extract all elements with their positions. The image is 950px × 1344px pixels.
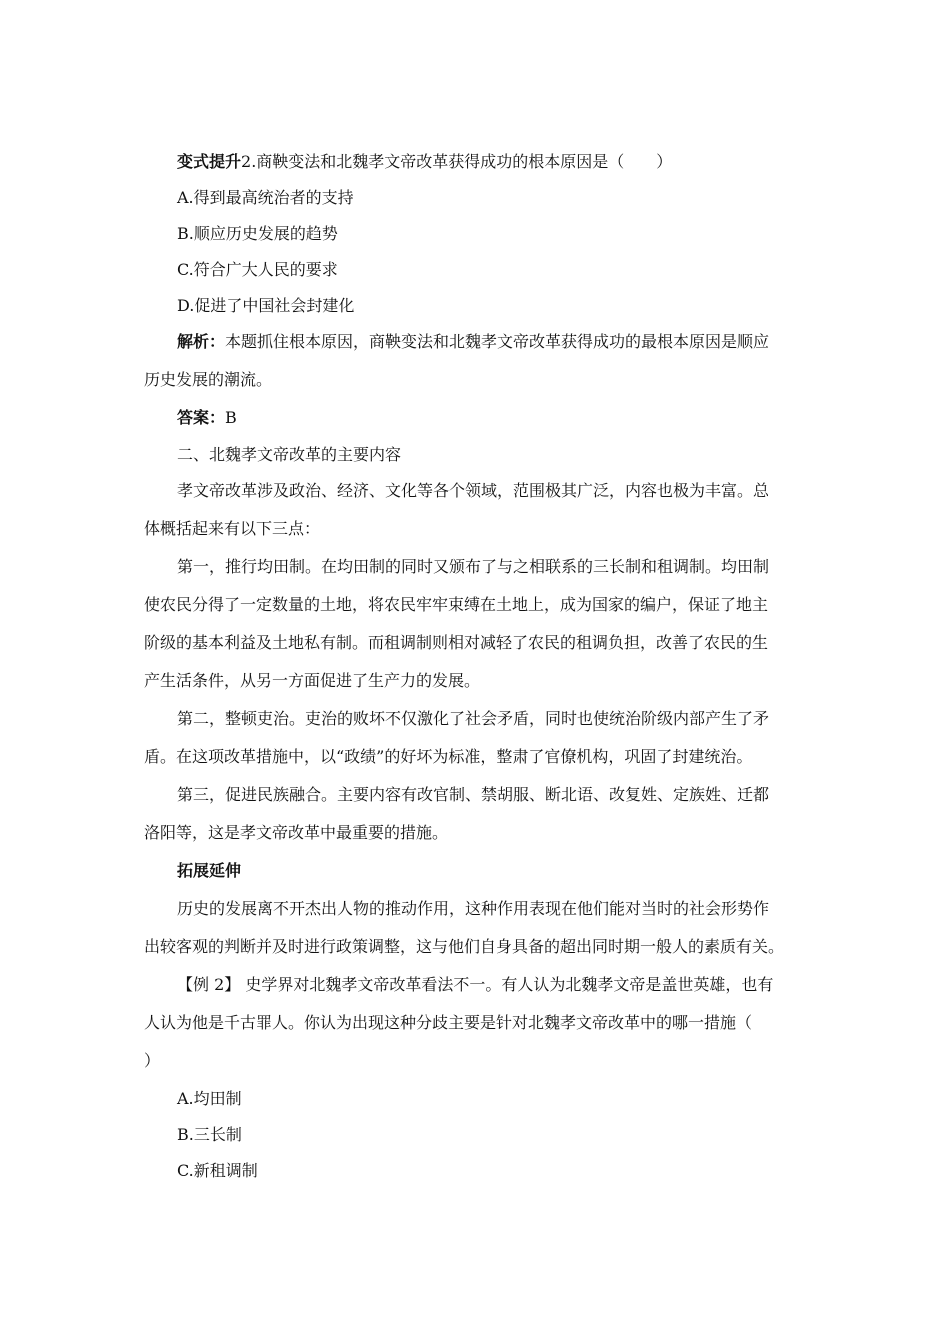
point-1-line-2: 使农民分得了一定数量的土地，将农民牢牢束缚在土地上，成为国家的编户，保证了地主 (144, 595, 769, 614)
example-2-line-2: 人认为他是千古罪人。你认为出现这种分歧主要是针对北魏孝文帝改革中的哪一措施（ (144, 1013, 753, 1032)
point-3-line-2: 洛阳等，这是孝文帝改革中最重要的措施。 (144, 823, 449, 842)
option-b: B.顺应历史发展的趋势 (177, 224, 338, 243)
example-2-option-c: C.新租调制 (177, 1161, 258, 1180)
analysis-line-2: 历史发展的潮流。 (144, 370, 273, 389)
analysis-label: 解析： (177, 332, 226, 351)
point-3-line-1: 第三，促进民族融合。主要内容有改官制、禁胡服、断北语、改复姓、定族姓、迁都 (177, 785, 770, 804)
intro-line-1: 孝文帝改革涉及政治、经济、文化等各个领域，范围极其广泛，内容也极为丰富。总 (177, 481, 770, 500)
option-d: D.促进了中国社会封建化 (177, 296, 355, 315)
answer-label: 答案： (177, 408, 226, 427)
answer (144, 408, 237, 428)
example-2-line-3: ） (144, 1051, 161, 1070)
analysis-line-1 (144, 332, 769, 352)
point-2-line-2: 盾。在这项改革措施中，以“政绩”的好坏为标准，整肃了官僚机构，巩固了封建统治。 (144, 747, 753, 766)
point-1-line-4: 产生活条件，从另一方面促进了生产力的发展。 (144, 671, 481, 690)
answer-value: B (225, 408, 237, 427)
extension-line-2: 出较客观的判断并及时进行政策调整，这与他们自身具备的超出同时期一般人的素质有关。 (144, 937, 785, 956)
section-2-heading: 二、北魏孝文帝改革的主要内容 (177, 445, 402, 464)
point-1-line-3: 阶级的基本利益及土地私有制。而租调制则相对减轻了农民的租调负担，改善了农民的生 (144, 633, 769, 652)
option-a: A.得到最高统治者的支持 (177, 188, 354, 207)
variant-label: 变式提升 (177, 152, 242, 171)
point-1-line-1: 第一，推行均田制。在均田制的同时又颁布了与之相联系的三长制和租调制。均田制 (177, 557, 770, 576)
intro-line-2: 体概括起来有以下三点： (144, 519, 321, 538)
extension-heading: 拓展延伸 (177, 861, 242, 880)
question-2 (144, 152, 672, 172)
option-c: C.符合广大人民的要求 (177, 260, 338, 279)
analysis-text: 本题抓住根本原因，商鞅变法和北魏孝文帝改革获得成功的最根本原因是顺应 (225, 332, 770, 351)
example-2-option-b: B.三长制 (177, 1125, 242, 1144)
example-2-option-a: A.均田制 (177, 1089, 242, 1108)
example-2-line-1: 【例 2】 史学界对北魏孝文帝改革看法不一。有人认为北魏孝文帝是盖世英雄，也有 (177, 975, 774, 994)
point-2-line-1: 第二，整顿吏治。吏治的败坏不仅激化了社会矛盾，同时也使统治阶级内部产生了矛 (177, 709, 770, 728)
extension-line-1: 历史的发展离不开杰出人物的推动作用，这种作用表现在他们能对当时的社会形势作 (177, 899, 770, 918)
question-2-text: 2.商鞅变法和北魏孝文帝改革获得成功的根本原因是（ ） (241, 152, 673, 171)
